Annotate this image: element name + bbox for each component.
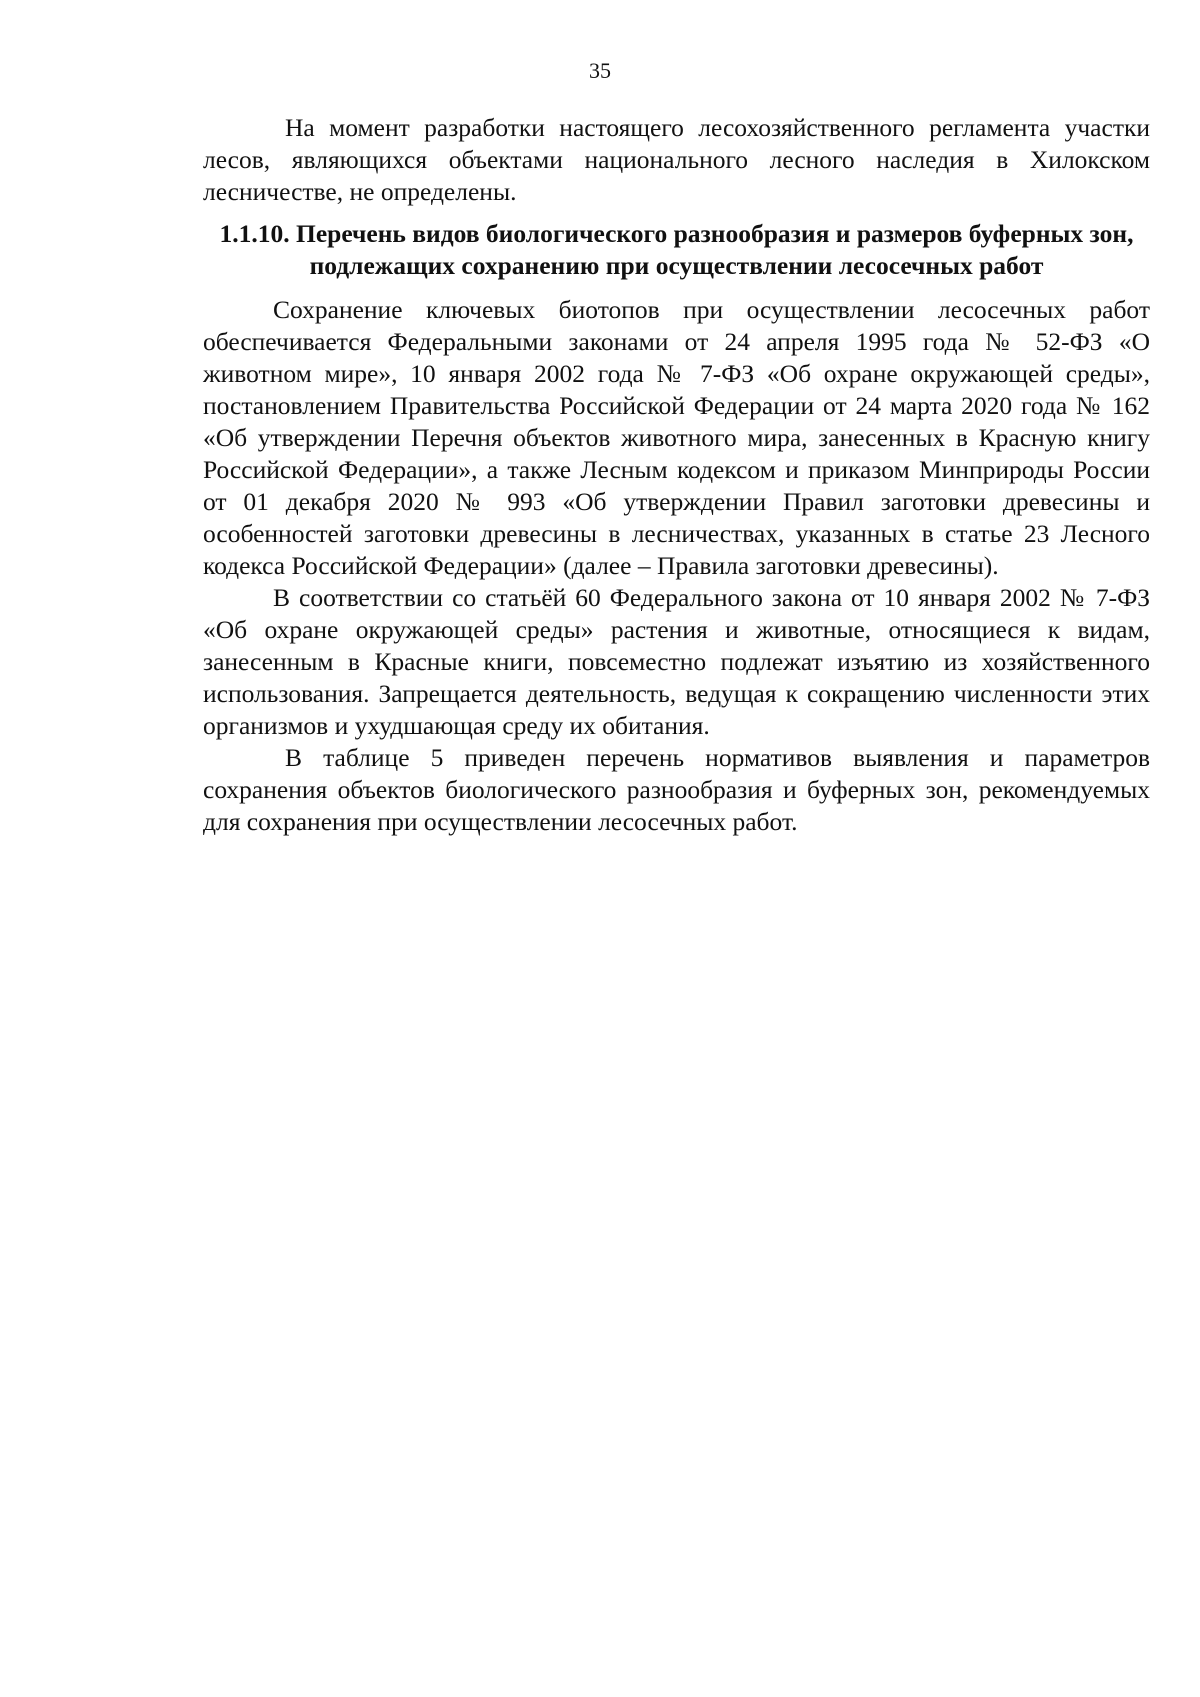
paragraph-table-reference: В таблице 5 приведен перечень нормативов выявления и параметров сохранения объектов биологического разнообразия и буферных зон, рекомендуемых для сохранения при осуществлении лесосечных работ.	[203, 743, 1150, 836]
intro-paragraph: На момент разработки настоящего лесохозяйственного регламента участки лесов, являющихся объектами национального лесного наследия в Хилокском лесничестве, не определены.	[203, 113, 1150, 206]
section-heading: 1.1.10. Перечень видов биологического разнообразия и размеров буферных зон, подлежащих сохранению при осуществлении лесосечных работ	[219, 219, 1134, 280]
page-number: 35	[589, 58, 611, 83]
paragraph-red-book: В соответствии со статьёй 60 Федерального закона от 10 января 2002 № 7-ФЗ «Об охране окружающей среды» растения и животные, относящиеся к видам, занесенным в Красные книги, повсеместно подлежат изъятию из хозяйственного использования. Запрещается деятельность, ведущая к сокращению численности этих организмов и ухудшающая среду их обитания.	[203, 583, 1150, 740]
page-content	[203, 112, 1150, 838]
paragraph-biotopes: Сохранение ключевых биотопов при осуществлении лесосечных работ обеспечивается Федеральными законами от 24 апреля 1995 года № 52-ФЗ «О животном мире», 10 января 2002 года № 7-ФЗ «Об охране окружающей среды», постановлением Правительства Российской Федерации от 24 марта 2020 года № 162 «Об утверждении Перечня объектов животного мира, занесенных в Красную книгу Российской Федерации», а также Лесным кодексом и приказом Минприроды России от 01 декабря 2020 № 993 «Об утверждении Правил заготовки древесины и особенностей заготовки древесины в лесничествах, указанных в статье 23 Лесного кодекса Российской Федерации» (далее – Правила заготовки древесины).	[203, 295, 1150, 580]
